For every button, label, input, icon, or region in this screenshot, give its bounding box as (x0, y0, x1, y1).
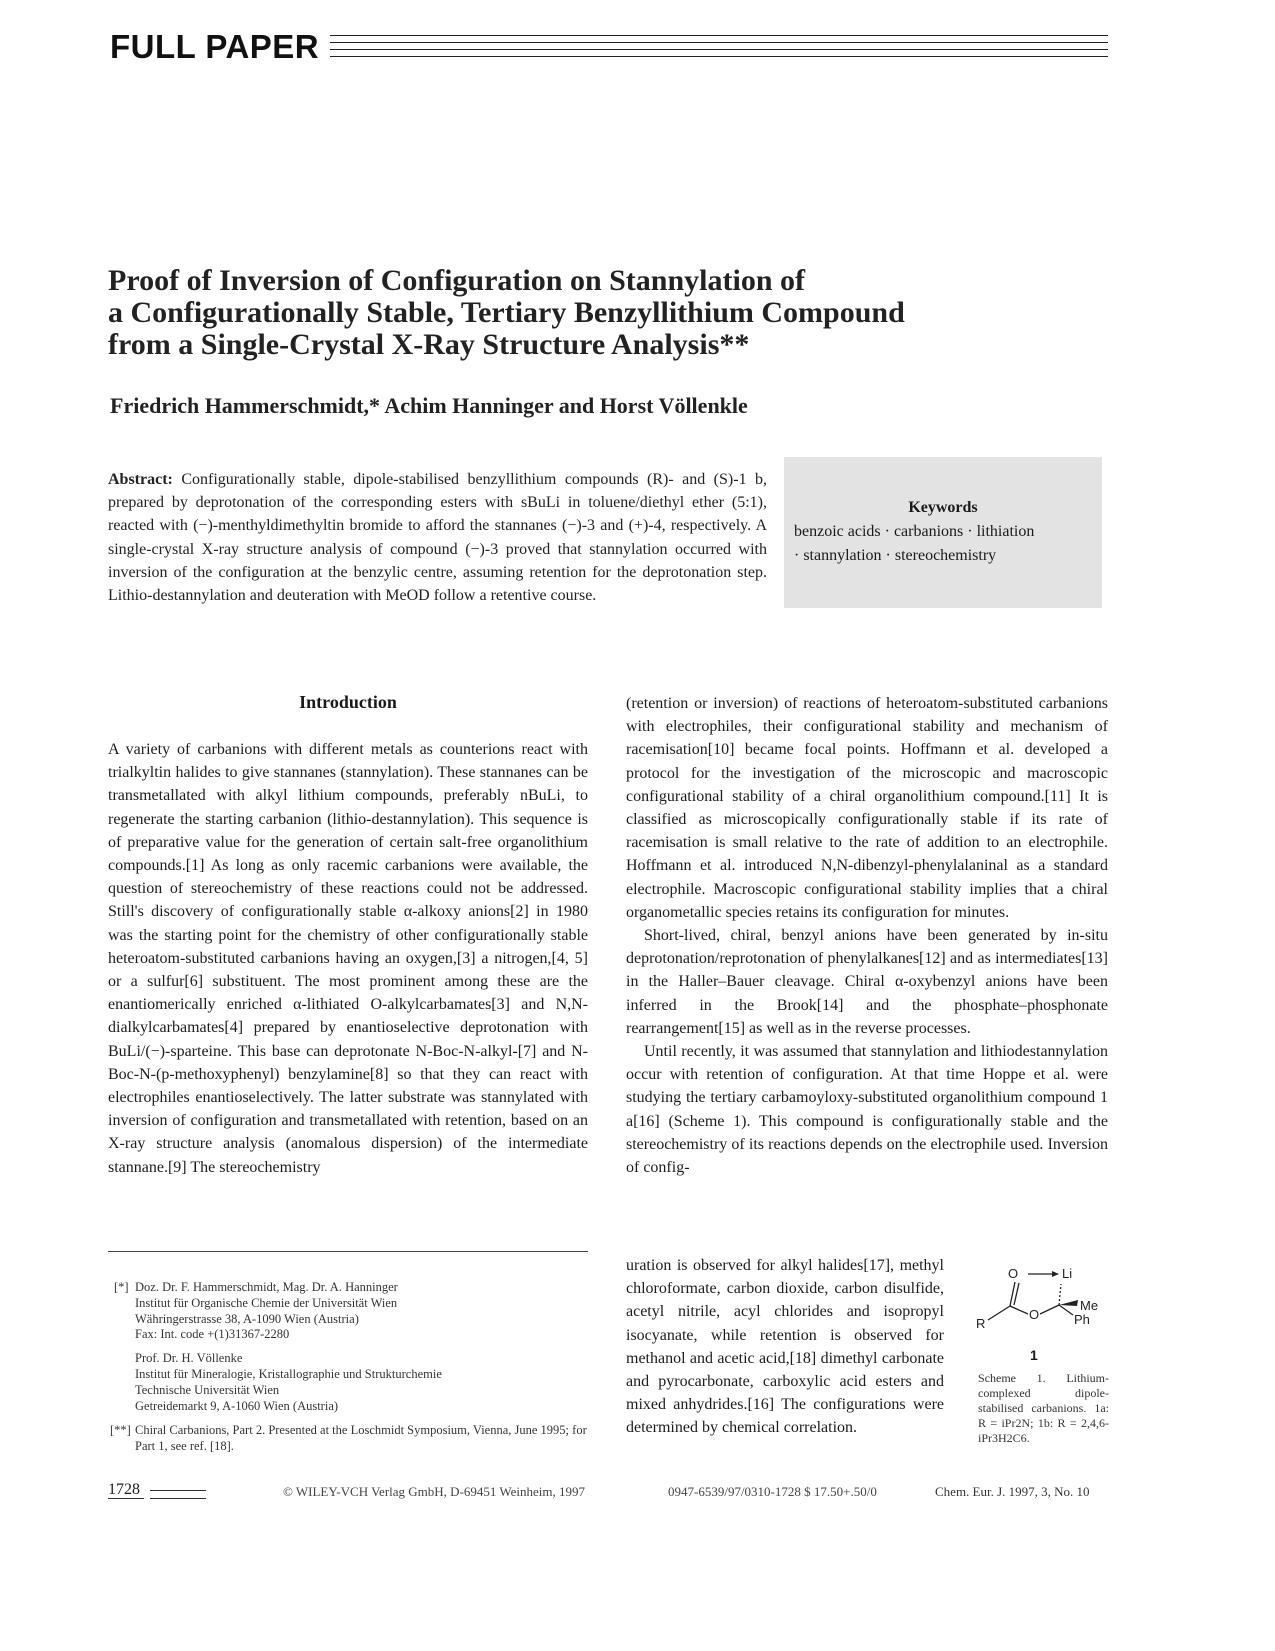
footnote-line: Technische Universität Wien (135, 1382, 280, 1397)
journal-citation: Chem. Eur. J. 1997, 3, No. 10 (935, 1484, 1090, 1499)
keywords-title: Keywords (908, 499, 978, 516)
authors: Friedrich Hammerschmidt,* Achim Hanninger and Horst Völlenkle (110, 393, 748, 418)
wedge-bond (1059, 1300, 1078, 1306)
paper-title (108, 265, 958, 361)
keyword: lithiation (976, 523, 1035, 540)
keywords-line-2 (794, 547, 996, 565)
keyword: stereochemistry (894, 547, 997, 564)
section-heading: Introduction (299, 692, 397, 712)
abstract-text: Configurationally stable, dipole-stabilised benzyllithium compounds (R)- and (S)-1 b, prepared by deprotonation of the corresponding esters with sBuLi in toluene/diethyl ether (5:1), reacted with (−)-menthyldimethyltin bromide to afford the stannanes (−)-3 and (+)-4, respectively. A single-crystal X-ray structure analysis of compound (−)-3 proved that stannylation occurred with inversion of the configuration at the benzylic centre, assuming retention for the deprotonation step. Lithio-destannylation and deuteration with MeOD follow a retentive course. (108, 471, 768, 605)
title-line-2: a Configurationally Stable, Tertiary Benzyllithium Compound (108, 296, 905, 329)
keyword: benzoic acids (794, 523, 881, 540)
paragraph: A variety of carbanions with different metals as counterions react with trialkyltin halides to give stannanes (stannylation). These stannanes can be transmetallated with alkyl lithium compounds, preferably nBuLi, to regenerate the starting carbanion (lithio-destannylation). This sequence is of preparative value for the generation of certain salt-free organolithium compounds.[1] As long as only racemic carbanions were available, the question of stereochemistry of these reactions could not be addressed. Still's discovery of configurationally stable α-alkoxy anions[2] in 1980 was the starting point for the chemistry of other configurationally stable heteroatom-substituted carbanions having an oxygen,[3] a nitrogen,[4, 5] or a sulfur[6] substituent. The most prominent among these are the enantiomerically enriched α-lithiated O-alkylcarbamates[3] and N,N-dialkylcarbamates[4] prepared by enantioselective deprotonation with BuLi/(−)-sparteine. This base can deprotonate N-Boc-N-alkyl-[7] and N-Boc-N-(p-methoxyphenyl) benzylamine[8] so that they can react with electrophiles enantioselectively. The latter substrate was stannylated with inversion of configuration and transmetallated with retention, based on an X-ray structure analysis (anomalous dispersion) of the intermediate stannane.[9] The stereochemistry (108, 741, 588, 1176)
footer-rule (150, 1490, 206, 1491)
paragraph: (retention or inversion) of reactions of heteroatom-substituted carbanions with electrophiles, their configurational stability and mechanism of racemisation[10] became focal points. Hoffmann et al. developed a protocol for the investigation of the microscopic and macroscopic configurational stability of a chiral organolithium compound.[11] It is classified as microscopically configurationally stable if its rate of racemisation is small relative to the rate of addition to an electrophile. Hoffmann et al. introduced N,N-dibenzyl-phenylalaninal as a standard electrophile. Macroscopic configurational stability implies that a chiral organometallic species retains its configuration for minutes. (626, 695, 1108, 921)
keyword-separator: · (885, 547, 891, 564)
footer-rule (150, 1498, 206, 1499)
right-column-text-continued (626, 1254, 944, 1440)
paragraph: Short-lived, chiral, benzyl anions have been generated by in-situ deprotonation/reprotonation of phenylalkanes[12] and as intermediates[13] in the Haller–Bauer cleavage. Chiral α-oxybenzyl anions have been inferred in the Brook[14] and the phosphate–phosphonate rearrangement[15] as well as in the reverse processes. (626, 927, 1108, 1037)
arrow-head (1052, 1271, 1059, 1277)
dashed-bond (1059, 1284, 1061, 1305)
publisher-line: © WILEY-VCH Verlag GmbH, D-69451 Weinheim, 1997 (283, 1484, 586, 1499)
keywords-line-1 (794, 523, 1034, 541)
bond (1040, 1305, 1059, 1314)
footnote-line: Getreidemarkt 9, A-1060 Wien (Austria) (135, 1398, 339, 1413)
footnote-series (108, 1423, 590, 1455)
paragraph: uration is observed for alkyl halides[17], methyl chloroformate, carbon dioxide, carbon disulfide, acetyl nitrile, acyl chlorides and isopropyl isocyanate, while retention is observed for methanol and acetic acid,[18] dimethyl carbonate and pyrocarbonate, carboxylic acid esters and mixed anhydrides.[16] The configurations were determined by chemical correlation. (626, 1257, 944, 1437)
page-number: 1728 (108, 1481, 140, 1498)
footnote-line: Währingerstrasse 38, A-1090 Wien (Austria) (135, 1311, 359, 1326)
section-label: FULL PAPER (110, 28, 320, 65)
footnote-line: Doz. Dr. F. Hammerschmidt, Mag. Dr. A. Hanninger (135, 1280, 398, 1294)
issn-line: 0947-6539/97/0310-1728 $ 17.50+.50/0 (668, 1484, 877, 1499)
right-column-text (626, 692, 1108, 1179)
scheme-caption: Scheme 1. Lithium-complexed dipole-stabilised carbanions. 1a: R = iPr2N; 1b: R = 2,4,6-iPr3H2C6. (978, 1371, 1109, 1445)
title-line-3: from a Single-Crystal X-Ray Structure Analysis** (108, 328, 750, 361)
left-column-text (108, 738, 588, 1179)
bond (1010, 1306, 1028, 1314)
abstract-label: Abstract: (108, 471, 173, 488)
footer-rule (108, 1498, 144, 1499)
title-line-1: Proof of Inversion of Configuration on Stannylation of (108, 264, 806, 297)
keyword: carbanions (893, 523, 964, 540)
keyword-separator: · (967, 523, 973, 540)
header-rules (330, 35, 1108, 65)
keywords-box (784, 457, 1102, 608)
footnote-rule (108, 1251, 588, 1252)
footnote-line: Fax: Int. code +(1)31367-2280 (135, 1327, 290, 1342)
scheme-structure (968, 1262, 1114, 1362)
paragraph: Until recently, it was assumed that stannylation and lithiodestannylation occur with retention of configuration. At that time Hoppe et al. were studying the tertiary carbamoyloxy-substituted organolithium compound 1 a[16] (Scheme 1). This compound is configurationally stable and the stereochemistry of its reactions depends on the electrophile used. Inversion of config- (626, 1043, 1108, 1177)
bond (1059, 1305, 1073, 1315)
footnote-line: Institut für Organische Chemie der Universität Wien (135, 1295, 398, 1310)
keyword-separator: · (884, 523, 890, 540)
atom-label: Ph (1074, 1312, 1090, 1327)
keyword: stannylation (803, 547, 882, 564)
atom-label: O (1029, 1307, 1040, 1322)
atom-label: R (976, 1316, 986, 1331)
footnote-marker: [*] (114, 1280, 129, 1294)
footnote-line: Institut für Mineralogie, Kristallographie und Strukturchemie (135, 1366, 442, 1381)
atom-label: Me (1080, 1298, 1099, 1313)
footnote-line: Prof. Dr. H. Völlenke (135, 1351, 243, 1366)
footnote-text: Chiral Carbanions, Part 2. Presented at the Loschmidt Symposium, Vienna, June 1995; for Part 1, see ref. [18]. (135, 1423, 587, 1453)
bond (988, 1306, 1010, 1320)
atom-label: O (1008, 1266, 1019, 1281)
abstract (108, 468, 767, 607)
keyword-separator: · (794, 547, 800, 564)
footnote-affiliations (108, 1280, 590, 1414)
compound-number: 1 (1030, 1347, 1038, 1363)
atom-label: Li (1062, 1266, 1073, 1281)
footnote-marker: [**] (110, 1423, 131, 1437)
